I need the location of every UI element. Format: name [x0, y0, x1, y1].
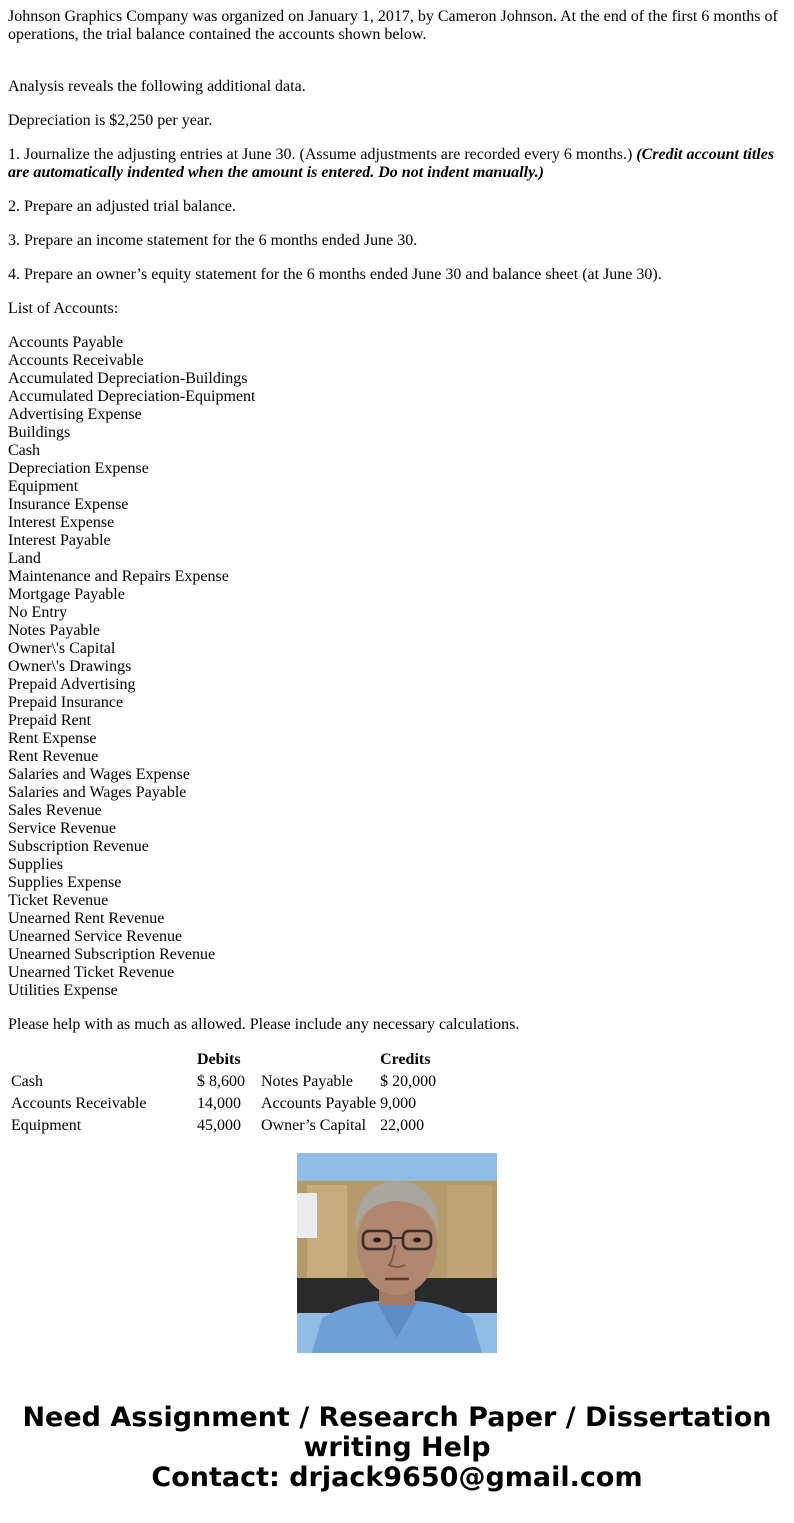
debit-amount: $ 8,600 — [197, 1073, 245, 1090]
account-item: Maintenance and Repairs Expense — [8, 568, 229, 585]
task-1-text: 1. Journalize the adjusting entries at June 30. (Assume adjustments are recorded every 6 months.) — [8, 146, 637, 163]
tutor-photo — [297, 1153, 497, 1353]
credit-account: Owner’s Capital — [261, 1117, 367, 1134]
portrait-illustration — [297, 1153, 497, 1353]
account-item: Supplies — [8, 856, 64, 873]
promo-contact: Contact: drjack9650@gmail.com — [151, 1462, 643, 1493]
account-item: Interest Expense — [8, 514, 115, 531]
account-item: Accumulated Depreciation-Equipment — [8, 388, 256, 405]
trial-balance-table — [8, 1048, 439, 1138]
debit-amount: 45,000 — [197, 1117, 241, 1134]
credit-amount: 22,000 — [380, 1117, 425, 1134]
header-account — [10, 1050, 194, 1070]
header-credits: Credits — [380, 1051, 431, 1068]
debit-account: Accounts Receivable — [11, 1095, 147, 1112]
task-3: 3. Prepare an income statement for the 6 months ended June 30. — [8, 232, 418, 249]
account-item: Unearned Subscription Revenue — [8, 946, 216, 963]
table-row — [10, 1116, 437, 1136]
promo-line-2: writing Help — [303, 1432, 491, 1463]
account-item: Buildings — [8, 424, 71, 441]
task-1 — [8, 146, 786, 182]
account-item: Equipment — [8, 478, 79, 495]
credit-account: Notes Payable — [261, 1073, 353, 1090]
account-item: Accumulated Depreciation-Buildings — [8, 370, 248, 387]
accounts-heading: List of Accounts: — [8, 300, 119, 317]
account-item: Accounts Receivable — [8, 352, 144, 369]
task-1-emphasis: (Credit account titles are automatically indented when the amount is entered. Do not indent manually.) — [8, 146, 775, 181]
task-2: 2. Prepare an adjusted trial balance. — [8, 198, 236, 215]
account-item: Owner\'s Capital — [8, 640, 116, 657]
account-item: Supplies Expense — [8, 874, 122, 891]
account-item: Service Revenue — [8, 820, 116, 837]
debit-account: Cash — [11, 1073, 43, 1090]
debit-amount: 14,000 — [197, 1095, 241, 1112]
account-item: Mortgage Payable — [8, 586, 125, 603]
analysis-intro: Analysis reveals the following additional data. — [8, 78, 306, 95]
account-item: Accounts Payable — [8, 334, 124, 351]
account-item: Depreciation Expense — [8, 460, 149, 477]
promo-line-1: Need Assignment / Research Paper / Dissertation — [22, 1402, 772, 1433]
account-item: Rent Revenue — [8, 748, 99, 765]
table-row — [10, 1094, 437, 1114]
table-header-row — [10, 1050, 437, 1070]
account-item: Insurance Expense — [8, 496, 129, 513]
account-item: Rent Expense — [8, 730, 97, 747]
account-item: Owner\'s Drawings — [8, 658, 132, 675]
task-4: 4. Prepare an owner’s equity statement for the 6 months ended June 30 and balance sheet (at June 30). — [8, 266, 662, 283]
account-item: Utilities Expense — [8, 982, 118, 999]
depreciation-note: Depreciation is $2,250 per year. — [8, 112, 213, 129]
account-item: Unearned Service Revenue — [8, 928, 183, 945]
header-account-credit — [260, 1050, 377, 1070]
account-item: Prepaid Insurance — [8, 694, 124, 711]
table-row — [10, 1072, 437, 1092]
account-item: Cash — [8, 442, 40, 459]
spacer — [8, 60, 786, 78]
account-list — [8, 334, 786, 1000]
credit-amount: 9,000 — [380, 1095, 417, 1112]
debit-account: Equipment — [11, 1117, 82, 1134]
credit-account: Accounts Payable — [261, 1095, 377, 1112]
account-item: Salaries and Wages Payable — [8, 784, 187, 801]
account-item: Salaries and Wages Expense — [8, 766, 190, 783]
account-item: Subscription Revenue — [8, 838, 149, 855]
account-item: Unearned Ticket Revenue — [8, 964, 175, 981]
account-item: No Entry — [8, 604, 68, 621]
account-item: Land — [8, 550, 41, 567]
account-item: Interest Payable — [8, 532, 111, 549]
account-item: Unearned Rent Revenue — [8, 910, 165, 927]
account-item: Sales Revenue — [8, 802, 102, 819]
account-item: Prepaid Rent — [8, 712, 92, 729]
credit-amount: $ 20,000 — [380, 1073, 437, 1090]
header-debits: Debits — [197, 1051, 241, 1068]
intro-paragraph: Johnson Graphics Company was organized on January 1, 2017, by Cameron Johnson. At the end of the first 6 months of operations, the trial balance contained the accounts shown below. — [8, 8, 778, 43]
help-request: Please help with as much as allowed. Please include any necessary calculations. — [8, 1016, 520, 1033]
account-item: Prepaid Advertising — [8, 676, 136, 693]
account-item: Ticket Revenue — [8, 892, 109, 909]
account-item: Advertising Expense — [8, 406, 142, 423]
question-content — [8, 8, 786, 1134]
account-item: Notes Payable — [8, 622, 100, 639]
promo-banner — [0, 1403, 794, 1493]
